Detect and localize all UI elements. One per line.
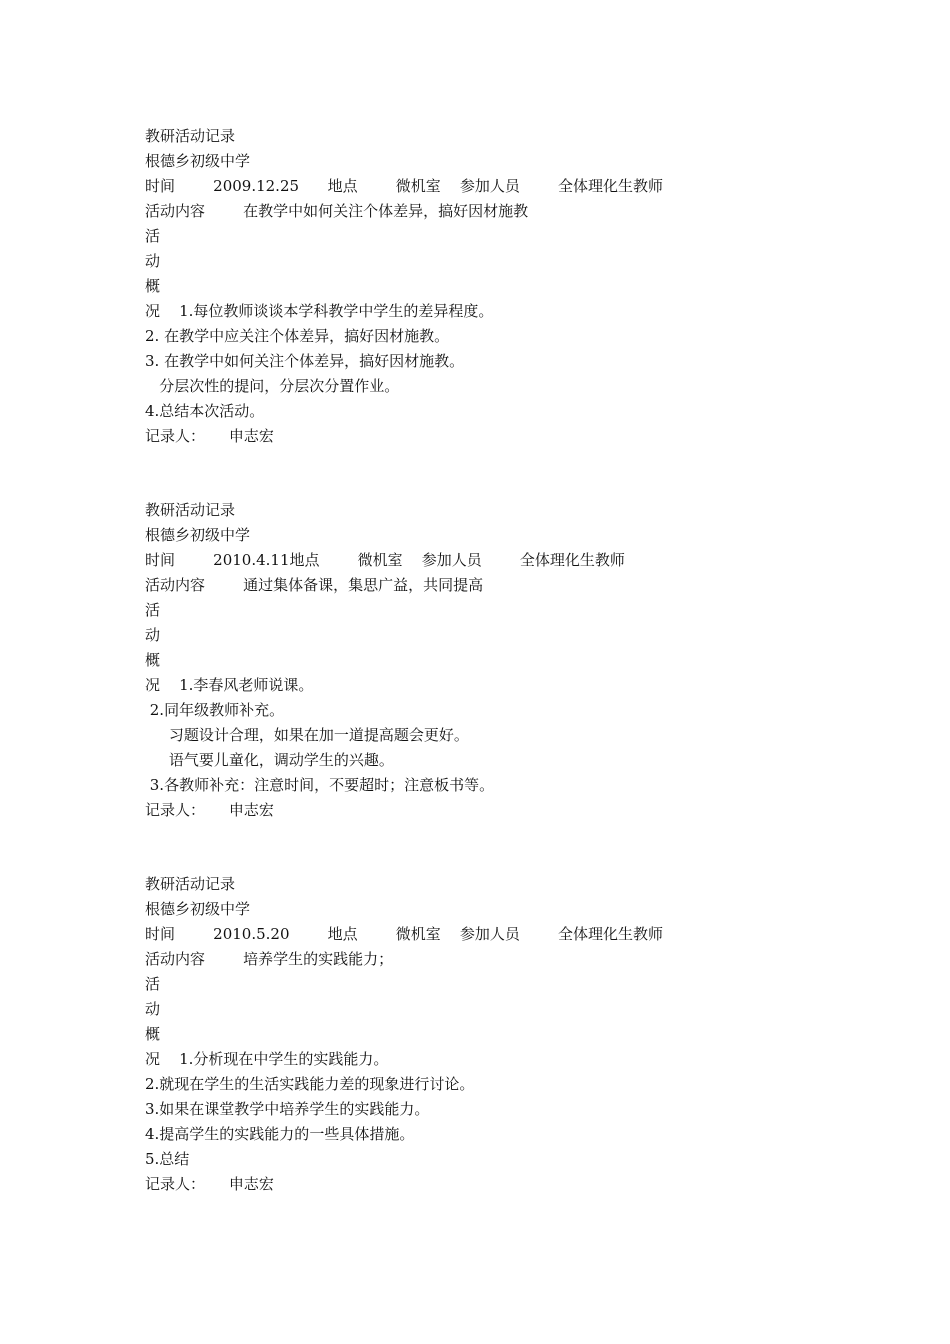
overview-label-char: 动: [145, 1000, 161, 1018]
overview-line: 况 1.每位教师谈谈本学科教学中学生的差异程度。: [145, 302, 494, 320]
record-title: 教研活动记录: [145, 127, 236, 145]
school-name: 根德乡初级中学: [145, 152, 251, 170]
recorder-line: 记录人： 申志宏: [145, 1175, 274, 1193]
recorder-line: 记录人： 申志宏: [145, 801, 274, 819]
school-name: 根德乡初级中学: [145, 900, 251, 918]
overview-label-char: 概: [145, 1025, 161, 1043]
meta-line: 时间 2010.4.11地点 微机室 参加人员 全体理化生教师: [145, 551, 625, 569]
overview-line: 4.提高学生的实践能力的一些具体措施。: [145, 1125, 415, 1143]
overview-label-char: 活: [145, 601, 161, 619]
overview-label-char: 动: [145, 252, 161, 270]
overview-line: 2. 在教学中应关注个体差异，搞好因材施教。: [145, 327, 450, 345]
record-title: 教研活动记录: [145, 501, 236, 519]
overview-label-char: 动: [145, 626, 161, 644]
meta-line: 时间 2009.12.25 地点 微机室 参加人员 全体理化生教师: [145, 177, 663, 195]
document-page: [145, 124, 865, 1197]
record-title: 教研活动记录: [145, 875, 236, 893]
record-gap: [145, 449, 865, 498]
recorder-line: 记录人： 申志宏: [145, 427, 274, 445]
overview-line: 况 1.分析现在中学生的实践能力。: [145, 1050, 389, 1068]
overview-line: 3.如果在课堂教学中培养学生的实践能力。: [145, 1100, 430, 1118]
overview-label-char: 概: [145, 651, 161, 669]
overview-label-char: 活: [145, 975, 161, 993]
overview-line: 3.各教师补充：注意时间，不要超时；注意板书等。: [145, 776, 495, 794]
overview-line: 习题设计合理，如果在加一道提高题会更好。: [145, 726, 469, 744]
overview-label-char: 活: [145, 227, 161, 245]
activity-content: 活动内容 通过集体备课，集思广益，共同提高: [145, 576, 484, 594]
overview-line: 4.总结本次活动。: [145, 402, 265, 420]
overview-line: 况 1.李春风老师说课。: [145, 676, 314, 694]
record-gap: [145, 823, 865, 872]
activity-content: 活动内容 在教学中如何关注个体差异，搞好因材施教: [145, 202, 529, 220]
overview-line: 分层次性的提问，分层次分置作业。: [145, 377, 400, 395]
school-name: 根德乡初级中学: [145, 526, 251, 544]
overview-label-char: 概: [145, 277, 161, 295]
record-3: [145, 872, 865, 1197]
overview-line: 3. 在教学中如何关注个体差异，搞好因材施教。: [145, 352, 465, 370]
overview-line: 5.总结: [145, 1150, 190, 1168]
record-1: [145, 124, 865, 449]
activity-content: 活动内容 培养学生的实践能力；: [145, 950, 394, 968]
overview-line: 语气要儿童化，调动学生的兴趣。: [145, 751, 394, 769]
overview-line: 2.就现在学生的生活实践能力差的现象进行讨论。: [145, 1075, 475, 1093]
overview-line: 2.同年级教师补充。: [145, 701, 285, 719]
record-2: [145, 498, 865, 823]
meta-line: 时间 2010.5.20 地点 微机室 参加人员 全体理化生教师: [145, 925, 663, 943]
